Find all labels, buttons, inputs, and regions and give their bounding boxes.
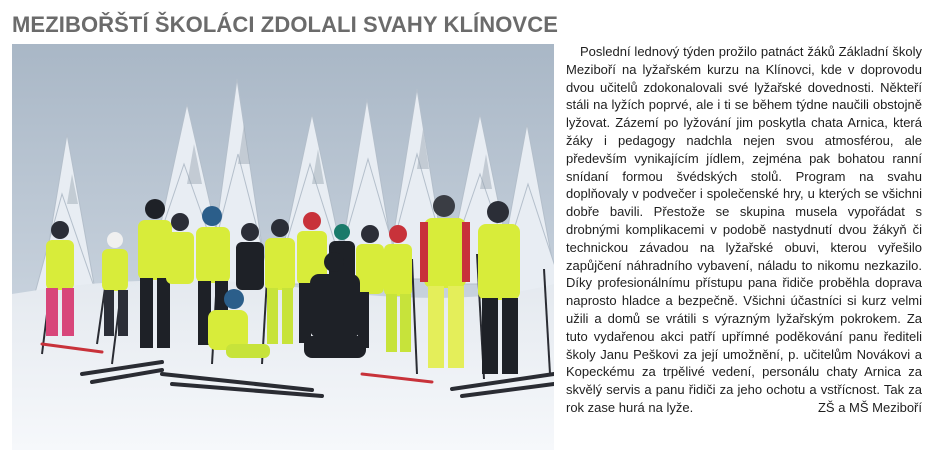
article-headline: MEZIBOŘŠTÍ ŠKOLÁCI ZDOLALI SVAHY KLÍNOVCE (12, 12, 558, 37)
article-signature: ZŠ a MŠ Meziboří (817, 399, 922, 415)
group-photo (12, 44, 554, 450)
article-body (566, 43, 922, 417)
article-text: Poslední lednový týden prožilo patnáct žáků Základní školy Meziboří na lyžařském kurzu na Klínovci, kde v doprovodu dvou učitelů zdokonalovali své lyžařské dovednosti. Někteří stáli na lyžích poprvé, ale i ti se během týdne naučili obstojně lyžovat. Zázemí po lyžování jim poskytla chata Arnica, která žáky i pedagogy nadchla nejen svou atmosférou, ale především vynikajícím jídlem, zejména pak bohatou ranní snídaní formou švédských stolů. Program na svahu doplňovaly v podvečer i společenské hry, u kterých se všichni dobře bavili. Přestože se skupina musela vypořádat s drobnými komplikacemi v podobě nastydnutí dvou žákyň či technickou závadou na lyžařské obuvi, kterou vyřešilo zapůjčení náhradního vybavení, náladu to nikomu nezkazilo. Díky profesionálnímu přístupu pana řidiče proběhla doprava naprosto hladce a bezpečně. Všichni účastníci si kurz velmi užili a domů se vrátili s výrazným lyžařským pokrokem. Za tuto vydařenou akci patří upřímné poděkování panu řediteli školy Janu Peškovi za její umožnění, p. učitelům Novákovi a Kopeckému za trpělivé vedení, personálu chaty Arnica za skvělý servis a panu řidiči za jeho ochotu a vstřícnost. Tak za rok zase hurá na lyže. (566, 44, 922, 415)
